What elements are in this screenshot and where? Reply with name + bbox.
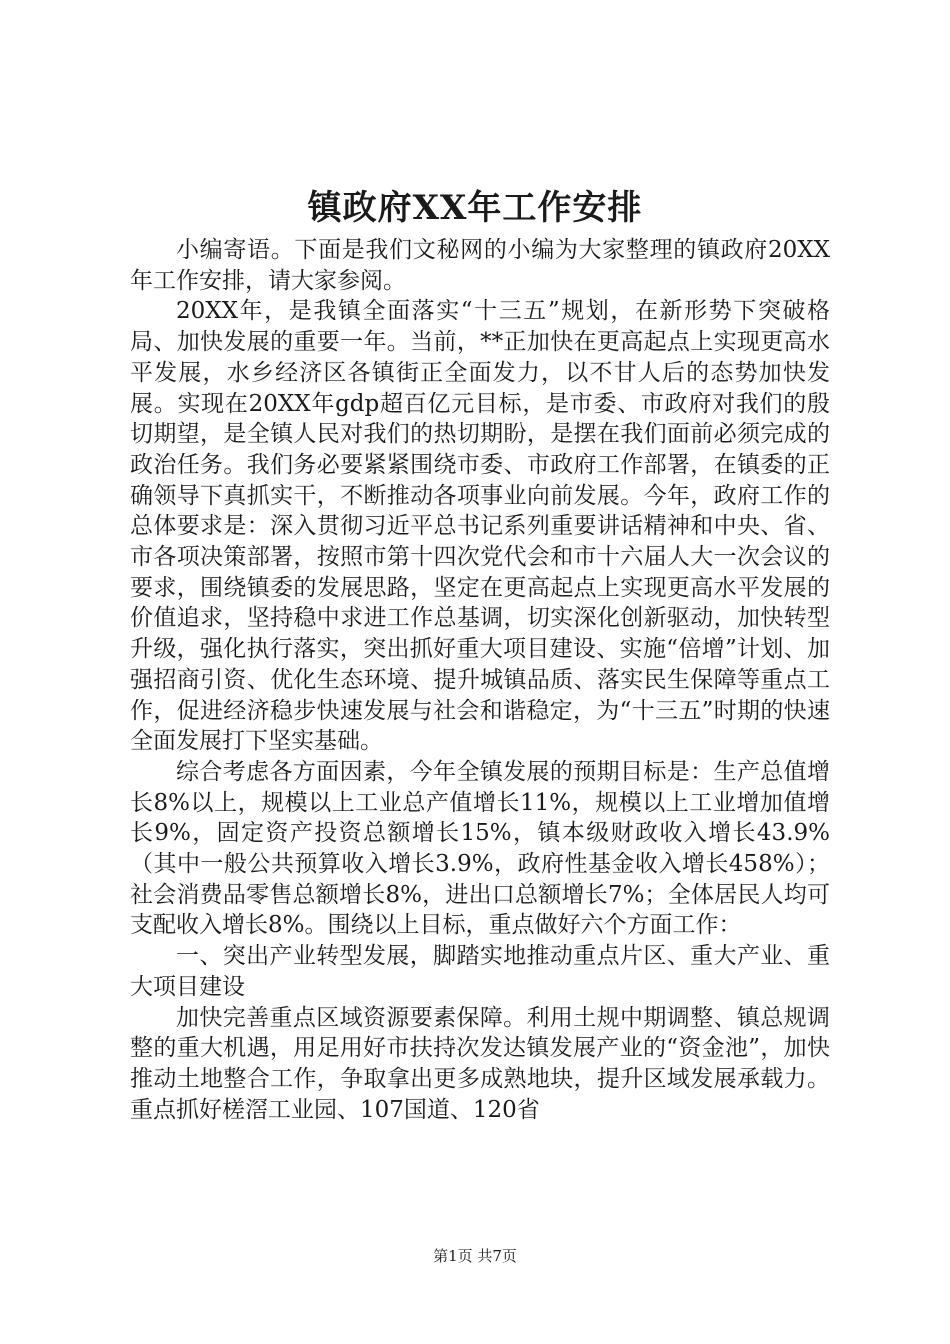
- paragraph-section-1: 加快完善重点区域资源要素保障。利用土规中期调整、镇总规调整的重大机遇，用足用好市扶持次发达镇发展产业的“资金池”，加快推动土地整合工作，争取拿出更多成熟地块，提升区域发展承载力。重点抓好槎滘工业园、107国道、120省: [130, 1004, 830, 1123]
- paragraph-overview: 20XX年，是我镇全面落实“十三五”规划，在新形势下突破格局、加快发展的重要一年。当前，**正加快在更高起点上实现更高水平发展，水乡经济区各镇街正全面发力，以不甘人后的态势加快发展。实现在20XX年gdp超百亿元目标，是市委、市政府对我们的殷切期望，是全镇人民对我们的热切期盼，是摆在我们面前必须完成的政治任务。我们务必要紧紧围绕市委、市政府工作部署，在镇委的正确领导下真抓实干，不断推动各项事业向前发展。今年，政府工作的总体要求是：深入贯彻习近平总书记系列重要讲话精神和中央、省、市各项决策部署，按照市第十四次党代会和市十六届人大一次会议的要求，围绕镇委的发展思路，坚定在更高起点上实现更高水平发展的价值追求，坚持稳中求进工作总基调，切实深化创新驱动，加快转型升级，强化执行落实，突出抓好重大项目建设、实施“倍增”计划、加强招商引资、优化生态环境、提升城镇品质、落实民生保障等重点工作，促进经济稳步快速发展与社会和谐稳定，为“十三五”时期的快速全面发展打下坚实基础。: [130, 298, 830, 755]
- page-title: 镇政府XX年工作安排: [307, 188, 643, 228]
- page-number-footer: 第1页 共7页: [433, 1247, 517, 1265]
- document-body: [130, 235, 830, 1125]
- section-heading-1: 一、突出产业转型发展，脚踏实地推动重点片区、重大产业、重大项目建设: [130, 943, 830, 1000]
- paragraph-targets: 综合考虑各方面因素，今年全镇发展的预期目标是：生产总值增长8%以上，规模以上工业总产值增长11%，规模以上工业增加值增长9%，固定资产投资总额增长15%，镇本级财政收入增长43.9%（其中一般公共预算收入增长3.9%，政府性基金收入增长458%）；社会消费品零售总额增长8%，进出口总额增长7%；全体居民人均可支配收入增长8%。围绕以上目标，重点做好六个方面工作：: [130, 758, 830, 939]
- paragraph-intro: 小编寄语。下面是我们文秘网的小编为大家整理的镇政府20XX年工作安排，请大家参阅。: [130, 237, 830, 294]
